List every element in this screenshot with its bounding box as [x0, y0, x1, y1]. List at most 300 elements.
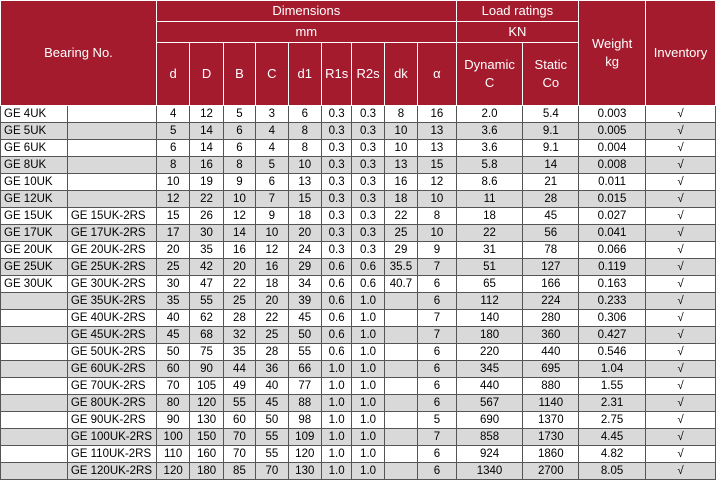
cell-dk	[384, 378, 417, 395]
cell-B: 16	[223, 242, 255, 259]
header-bearing-no: Bearing No.	[1, 1, 157, 106]
cell-inventory: √	[645, 174, 715, 191]
cell-r2s: 1.0	[352, 429, 384, 446]
table-row	[1, 174, 716, 191]
cell-d: 25	[156, 259, 189, 276]
cell-weight: 0.004	[579, 140, 646, 157]
cell-C: 55	[256, 446, 288, 463]
cell-r1s: 1.0	[321, 395, 351, 412]
cell-D: 12	[190, 106, 223, 123]
cell-bearing-uk: GE 20UK	[1, 242, 68, 259]
cell-D: 26	[190, 208, 223, 225]
cell-static: 360	[523, 327, 579, 344]
cell-alpha: 6	[418, 378, 456, 395]
cell-dk: 25	[384, 225, 417, 242]
cell-dynamic: 11	[456, 191, 523, 208]
cell-static: 880	[523, 378, 579, 395]
cell-r2s: 1.0	[352, 395, 384, 412]
cell-B: 85	[223, 463, 255, 480]
cell-B: 60	[223, 412, 255, 429]
cell-d1: 15	[288, 191, 321, 208]
col-header-C: C	[256, 43, 288, 106]
cell-d: 80	[156, 395, 189, 412]
cell-bearing-2rs: GE 120UK-2RS	[67, 463, 156, 480]
cell-inventory: √	[645, 446, 715, 463]
cell-r1s: 0.6	[321, 276, 351, 293]
cell-inventory: √	[645, 395, 715, 412]
cell-alpha: 10	[418, 191, 456, 208]
cell-bearing-uk	[1, 344, 68, 361]
cell-dynamic: 5.8	[456, 157, 523, 174]
cell-D: 19	[190, 174, 223, 191]
cell-r2s: 1.0	[352, 310, 384, 327]
table-row	[1, 259, 716, 276]
cell-r1s: 1.0	[321, 361, 351, 378]
cell-C: 9	[256, 208, 288, 225]
cell-weight: 1.55	[579, 378, 646, 395]
cell-d1: 6	[288, 106, 321, 123]
cell-inventory: √	[645, 259, 715, 276]
cell-dk	[384, 310, 417, 327]
cell-D: 68	[190, 327, 223, 344]
table-row	[1, 123, 716, 140]
cell-B: 8	[223, 157, 255, 174]
table-row	[1, 378, 716, 395]
cell-bearing-uk: GE 8UK	[1, 157, 68, 174]
cell-d: 30	[156, 276, 189, 293]
cell-d: 60	[156, 361, 189, 378]
cell-r1s: 0.3	[321, 106, 351, 123]
cell-r2s: 1.0	[352, 327, 384, 344]
cell-dk: 40.7	[384, 276, 417, 293]
cell-bearing-uk	[1, 361, 68, 378]
cell-weight: 0.546	[579, 344, 646, 361]
cell-bearing-2rs	[67, 123, 156, 140]
cell-d1: 88	[288, 395, 321, 412]
cell-weight: 0.306	[579, 310, 646, 327]
cell-r2s: 1.0	[352, 344, 384, 361]
cell-dynamic: 3.6	[456, 123, 523, 140]
cell-dk	[384, 429, 417, 446]
cell-D: 47	[190, 276, 223, 293]
cell-dk: 29	[384, 242, 417, 259]
cell-d1: 109	[288, 429, 321, 446]
cell-D: 105	[190, 378, 223, 395]
cell-weight: 0.119	[579, 259, 646, 276]
cell-alpha: 6	[418, 293, 456, 310]
cell-r1s: 0.6	[321, 327, 351, 344]
cell-C: 7	[256, 191, 288, 208]
cell-weight: 0.027	[579, 208, 646, 225]
table-row	[1, 395, 716, 412]
cell-static: 45	[523, 208, 579, 225]
cell-bearing-2rs: GE 80UK-2RS	[67, 395, 156, 412]
col-header-alpha: α	[418, 43, 456, 106]
cell-alpha: 15	[418, 157, 456, 174]
cell-alpha: 5	[418, 412, 456, 429]
spec-table-body	[1, 106, 716, 480]
cell-r1s: 0.3	[321, 140, 351, 157]
cell-d1: 24	[288, 242, 321, 259]
cell-D: 90	[190, 361, 223, 378]
table-row	[1, 140, 716, 157]
cell-dk: 35.5	[384, 259, 417, 276]
col-header-d1: d1	[288, 43, 321, 106]
cell-static: 56	[523, 225, 579, 242]
cell-d1: 77	[288, 378, 321, 395]
cell-inventory: √	[645, 412, 715, 429]
cell-D: 75	[190, 344, 223, 361]
cell-bearing-2rs: GE 45UK-2RS	[67, 327, 156, 344]
cell-dk	[384, 412, 417, 429]
cell-B: 70	[223, 446, 255, 463]
cell-C: 18	[256, 276, 288, 293]
cell-d: 45	[156, 327, 189, 344]
cell-dk: 10	[384, 123, 417, 140]
cell-alpha: 6	[418, 463, 456, 480]
cell-B: 10	[223, 191, 255, 208]
cell-D: 14	[190, 123, 223, 140]
cell-static: 224	[523, 293, 579, 310]
cell-static: 9.1	[523, 140, 579, 157]
cell-C: 25	[256, 327, 288, 344]
cell-r2s: 0.3	[352, 225, 384, 242]
col-header-dynamic-label: Dynamic	[464, 57, 515, 72]
cell-B: 32	[223, 327, 255, 344]
cell-r1s: 0.3	[321, 191, 351, 208]
cell-r2s: 0.3	[352, 242, 384, 259]
cell-r2s: 0.3	[352, 191, 384, 208]
cell-C: 3	[256, 106, 288, 123]
cell-r2s: 0.6	[352, 259, 384, 276]
cell-bearing-2rs: GE 60UK-2RS	[67, 361, 156, 378]
cell-d: 50	[156, 344, 189, 361]
col-header-r2s: R2s	[352, 43, 384, 106]
cell-r2s: 1.0	[352, 293, 384, 310]
header-weight-unit: kg	[605, 54, 619, 69]
cell-alpha: 7	[418, 327, 456, 344]
cell-weight: 0.015	[579, 191, 646, 208]
cell-weight: 1.04	[579, 361, 646, 378]
cell-bearing-uk: GE 30UK	[1, 276, 68, 293]
cell-bearing-2rs: GE 50UK-2RS	[67, 344, 156, 361]
cell-bearing-2rs: GE 15UK-2RS	[67, 208, 156, 225]
table-row	[1, 361, 716, 378]
cell-r2s: 1.0	[352, 361, 384, 378]
cell-static: 127	[523, 259, 579, 276]
cell-r1s: 1.0	[321, 463, 351, 480]
cell-dynamic: 345	[456, 361, 523, 378]
cell-dynamic: 31	[456, 242, 523, 259]
cell-B: 70	[223, 429, 255, 446]
cell-bearing-uk	[1, 327, 68, 344]
cell-r1s: 0.6	[321, 259, 351, 276]
cell-C: 28	[256, 344, 288, 361]
cell-bearing-uk	[1, 293, 68, 310]
cell-d: 100	[156, 429, 189, 446]
cell-bearing-uk: GE 25UK	[1, 259, 68, 276]
cell-weight: 4.45	[579, 429, 646, 446]
cell-r1s: 0.6	[321, 344, 351, 361]
cell-d1: 45	[288, 310, 321, 327]
cell-d: 17	[156, 225, 189, 242]
cell-B: 55	[223, 395, 255, 412]
cell-static: 9.1	[523, 123, 579, 140]
cell-weight: 0.041	[579, 225, 646, 242]
cell-D: 130	[190, 412, 223, 429]
header-dimensions-unit: mm	[156, 22, 456, 43]
cell-static: 166	[523, 276, 579, 293]
cell-alpha: 13	[418, 123, 456, 140]
cell-alpha: 6	[418, 344, 456, 361]
cell-weight: 2.75	[579, 412, 646, 429]
cell-weight: 0.003	[579, 106, 646, 123]
cell-bearing-uk	[1, 395, 68, 412]
cell-dk	[384, 293, 417, 310]
cell-r2s: 0.3	[352, 106, 384, 123]
cell-r1s: 0.3	[321, 174, 351, 191]
cell-d1: 130	[288, 463, 321, 480]
cell-dynamic: 180	[456, 327, 523, 344]
cell-D: 55	[190, 293, 223, 310]
cell-bearing-2rs	[67, 191, 156, 208]
header-weight	[579, 1, 646, 106]
cell-inventory: √	[645, 293, 715, 310]
cell-C: 36	[256, 361, 288, 378]
cell-C: 45	[256, 395, 288, 412]
cell-bearing-uk: GE 15UK	[1, 208, 68, 225]
cell-d1: 39	[288, 293, 321, 310]
cell-alpha: 12	[418, 174, 456, 191]
cell-alpha: 8	[418, 208, 456, 225]
cell-C: 20	[256, 293, 288, 310]
cell-inventory: √	[645, 225, 715, 242]
cell-static: 2700	[523, 463, 579, 480]
cell-static: 1370	[523, 412, 579, 429]
cell-dynamic: 567	[456, 395, 523, 412]
cell-weight: 4.82	[579, 446, 646, 463]
table-row	[1, 242, 716, 259]
cell-r2s: 0.3	[352, 123, 384, 140]
cell-d1: 18	[288, 208, 321, 225]
cell-dynamic: 690	[456, 412, 523, 429]
cell-weight: 0.233	[579, 293, 646, 310]
cell-dk	[384, 361, 417, 378]
cell-d1: 66	[288, 361, 321, 378]
cell-D: 120	[190, 395, 223, 412]
cell-B: 20	[223, 259, 255, 276]
cell-d: 4	[156, 106, 189, 123]
table-row	[1, 310, 716, 327]
table-row	[1, 446, 716, 463]
cell-inventory: √	[645, 276, 715, 293]
col-header-r1s: R1s	[321, 43, 351, 106]
col-header-dynamic	[456, 43, 523, 106]
cell-inventory: √	[645, 123, 715, 140]
cell-dynamic: 140	[456, 310, 523, 327]
table-row	[1, 429, 716, 446]
header-load-ratings: Load ratings	[456, 1, 579, 22]
header-inventory: Inventory	[645, 1, 715, 106]
cell-dynamic: 8.6	[456, 174, 523, 191]
cell-r1s: 0.6	[321, 310, 351, 327]
cell-r1s: 0.3	[321, 157, 351, 174]
cell-inventory: √	[645, 242, 715, 259]
cell-dynamic: 1340	[456, 463, 523, 480]
cell-C: 4	[256, 140, 288, 157]
cell-dynamic: 858	[456, 429, 523, 446]
cell-d: 90	[156, 412, 189, 429]
cell-d: 10	[156, 174, 189, 191]
cell-inventory: √	[645, 310, 715, 327]
cell-bearing-2rs: GE 35UK-2RS	[67, 293, 156, 310]
cell-B: 6	[223, 140, 255, 157]
cell-d: 8	[156, 157, 189, 174]
cell-r1s: 0.3	[321, 225, 351, 242]
cell-B: 49	[223, 378, 255, 395]
header-weight-label: Weight	[591, 36, 633, 51]
cell-D: 150	[190, 429, 223, 446]
cell-inventory: √	[645, 106, 715, 123]
cell-alpha: 6	[418, 361, 456, 378]
col-header-dk: dk	[384, 43, 417, 106]
cell-alpha: 16	[418, 106, 456, 123]
cell-dynamic: 2.0	[456, 106, 523, 123]
col-header-dynamic-symbol: C	[484, 75, 495, 90]
cell-d: 110	[156, 446, 189, 463]
table-row	[1, 208, 716, 225]
cell-B: 22	[223, 276, 255, 293]
cell-D: 62	[190, 310, 223, 327]
cell-alpha: 6	[418, 276, 456, 293]
col-header-D: D	[190, 43, 223, 106]
cell-static: 1140	[523, 395, 579, 412]
cell-static: 1860	[523, 446, 579, 463]
cell-d1: 13	[288, 174, 321, 191]
cell-D: 14	[190, 140, 223, 157]
cell-d1: 34	[288, 276, 321, 293]
table-row	[1, 327, 716, 344]
cell-d: 120	[156, 463, 189, 480]
cell-bearing-2rs	[67, 140, 156, 157]
cell-d1: 29	[288, 259, 321, 276]
cell-static: 1730	[523, 429, 579, 446]
cell-bearing-2rs: GE 25UK-2RS	[67, 259, 156, 276]
cell-d1: 20	[288, 225, 321, 242]
cell-weight: 2.31	[579, 395, 646, 412]
cell-inventory: √	[645, 463, 715, 480]
cell-dk: 16	[384, 174, 417, 191]
cell-r2s: 0.3	[352, 140, 384, 157]
cell-C: 40	[256, 378, 288, 395]
cell-D: 35	[190, 242, 223, 259]
cell-bearing-uk	[1, 463, 68, 480]
cell-d1: 55	[288, 344, 321, 361]
cell-static: 78	[523, 242, 579, 259]
table-row	[1, 463, 716, 480]
cell-bearing-2rs	[67, 157, 156, 174]
cell-d: 6	[156, 140, 189, 157]
cell-C: 50	[256, 412, 288, 429]
cell-d: 15	[156, 208, 189, 225]
cell-r2s: 0.6	[352, 276, 384, 293]
cell-C: 55	[256, 429, 288, 446]
cell-dynamic: 22	[456, 225, 523, 242]
cell-dk	[384, 327, 417, 344]
cell-bearing-uk: GE 6UK	[1, 140, 68, 157]
cell-bearing-2rs: GE 20UK-2RS	[67, 242, 156, 259]
cell-bearing-2rs: GE 100UK-2RS	[67, 429, 156, 446]
cell-bearing-2rs	[67, 174, 156, 191]
cell-r1s: 0.3	[321, 123, 351, 140]
cell-alpha: 7	[418, 429, 456, 446]
cell-bearing-uk	[1, 429, 68, 446]
cell-dynamic: 3.6	[456, 140, 523, 157]
table-row	[1, 344, 716, 361]
cell-inventory: √	[645, 361, 715, 378]
cell-bearing-uk: GE 17UK	[1, 225, 68, 242]
cell-inventory: √	[645, 208, 715, 225]
cell-B: 14	[223, 225, 255, 242]
cell-dynamic: 65	[456, 276, 523, 293]
cell-dk	[384, 446, 417, 463]
cell-dk: 13	[384, 157, 417, 174]
cell-d: 35	[156, 293, 189, 310]
cell-r2s: 1.0	[352, 412, 384, 429]
col-header-static	[523, 43, 579, 106]
cell-d1: 98	[288, 412, 321, 429]
cell-bearing-2rs: GE 40UK-2RS	[67, 310, 156, 327]
cell-r2s: 0.3	[352, 157, 384, 174]
col-header-static-symbol: Co	[542, 75, 560, 90]
cell-r2s: 0.3	[352, 208, 384, 225]
header-dimensions: Dimensions	[156, 1, 456, 22]
cell-D: 22	[190, 191, 223, 208]
cell-C: 6	[256, 174, 288, 191]
cell-static: 280	[523, 310, 579, 327]
cell-r1s: 1.0	[321, 412, 351, 429]
cell-B: 28	[223, 310, 255, 327]
table-row	[1, 225, 716, 242]
table-row	[1, 276, 716, 293]
cell-inventory: √	[645, 327, 715, 344]
cell-dynamic: 18	[456, 208, 523, 225]
cell-bearing-uk: GE 4UK	[1, 106, 68, 123]
cell-dynamic: 924	[456, 446, 523, 463]
cell-dk: 18	[384, 191, 417, 208]
cell-B: 35	[223, 344, 255, 361]
cell-r2s: 1.0	[352, 378, 384, 395]
cell-dk	[384, 395, 417, 412]
cell-bearing-2rs: GE 110UK-2RS	[67, 446, 156, 463]
cell-d: 40	[156, 310, 189, 327]
table-row	[1, 157, 716, 174]
cell-bearing-uk	[1, 378, 68, 395]
cell-D: 42	[190, 259, 223, 276]
col-header-d: d	[156, 43, 189, 106]
cell-alpha: 10	[418, 225, 456, 242]
cell-static: 14	[523, 157, 579, 174]
cell-bearing-2rs: GE 17UK-2RS	[67, 225, 156, 242]
cell-d: 20	[156, 242, 189, 259]
cell-C: 16	[256, 259, 288, 276]
col-header-static-label: Static	[534, 57, 568, 72]
cell-d: 5	[156, 123, 189, 140]
cell-r2s: 1.0	[352, 446, 384, 463]
cell-inventory: √	[645, 429, 715, 446]
cell-D: 30	[190, 225, 223, 242]
cell-d: 70	[156, 378, 189, 395]
